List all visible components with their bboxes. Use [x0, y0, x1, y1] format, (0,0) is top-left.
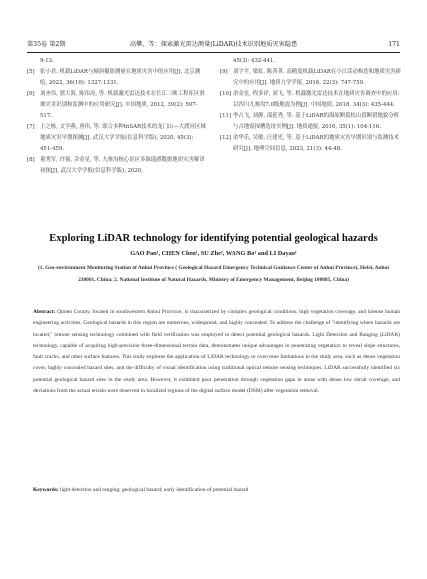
keywords-text: light detection and ranging; geological hazard; early identification of potential hazard [60, 487, 249, 493]
reference-item: 45(3): 432-441. [233, 58, 276, 64]
reference-item: [11] 李占飞, 刘静, 邵延秀, 等. 基于LiDAR的海原断裂松山段断错地貌分析与古地震探槽选址实例[J]. 地质通报, 2016, 35(1): 104-116. [220, 113, 400, 130]
running-title: 高攀，等：探索激光雷达测量(LiDAR)技术识别地质灾害隐患 [129, 41, 298, 48]
references-right-column [220, 56, 402, 155]
keywords-label: Keywords: [33, 487, 59, 493]
abstract-text: Qimen County, located in southwestern Anhui Province, is characterized by complex geological conditions, high vegetation coverage, and intense human engineering activities. Geological hazards in this region are numerous, widespread, and highly concealed. To address the challenge of "identifying where hazards are located," remote sensing technology combined with field verification was employed to detect potential geological hazards. Light Detection and Ranging (LiDAR) technology, capable of acquiring high-precision three-dimensional terrain data, demonstrates unique advantages in penetrating vegetation to reveal slope structures, fault cracks, and other surface features. This study explores the application of LiDAR technology to overcome limitations in the study area, such as dense vegetation cover, highly concealed hazard sites, and the difficulty of visual identification using traditional optical remote sensing techniques. LiDAR successfully identified six potential geological hazard sites in the study area. However, it exhibited poor penetration through vegetation gaps in areas with dense low shrub coverage, and deviations from the actual terrain were observed in localized regions of the digital surface model (DSM) after vegetation removal. [33, 309, 401, 395]
english-authors: GAO Pan¹, CHEN Chen¹, SU Zhe², WANG Bo¹ and LI Dayao¹ [130, 250, 297, 257]
reference-item: [5] 张小君. 机载LiDAR与倾斜摄影测量在地质灾害中的应用[J]. 北京测绘, 2022, 36(10): 1327-1331. [27, 69, 201, 86]
reference-item: [6] 刘圣伟, 郭大海, 陈伟涛, 等. 机载激光雷达技术在长江三峡工程库区滑坡灾害识别和监测中的应用研究[J]. 中国地质, 2012, 39(2): 507-517. [27, 91, 205, 119]
reference-item: [9] 刘宇平, 梁虹, 陈菁菁. 高精度机载LiDAR在小江活动构造和地质灾害研究中的应用[J]. 地质力学学报, 2016, 22(3): 747-759. [220, 69, 402, 86]
reference-item: [10] 余金星, 程多祥, 刘飞, 等. 机载激光雷达技术在地质灾害调查中的应用: 以四川九寨沟7.0级地震为例[J]. 中国地质, 2018, 34(3): 435-444. [220, 91, 400, 108]
references-left-column [27, 56, 207, 177]
english-abstract [33, 307, 400, 397]
reference-item: [7] 王之栋, 文学燕, 唐伟, 等. 联合多种InSAR技术的龙门山—大渡河区域地质灾害早期探测[J]. 武汉大学学报(信息科学版), 2020, 45(3): 451-459. [27, 124, 206, 152]
reference-item: [12] 余华乐, 吴敏, 汪建光, 等. 基于LiDAR的地质灾害早期识别与监测技术研究[J]. 地理空间信息, 2023, 21(3): 44-48. [220, 135, 400, 152]
reference-item: [8] 董秀军, 许强, 佘金星, 等. 九寨沟核心景区多源遥感数据地质灾害解译初探[J]. 武汉大学学报(信息科学版), 2020, [27, 157, 205, 174]
english-affiliations: (1. Geo-environment Monitoring Station of Anhui Province ( Geological Hazard Emergency Technical Guidance Center of Anhui Province), Hefei, Anhui 230001, China; 2. National Institute of Natural Hazards, Ministry of Emergency Management, Beijing 100085, China) [37, 265, 390, 283]
header-rule [27, 52, 400, 53]
abstract-label: Abstract: [33, 309, 56, 315]
page-number: 171 [388, 41, 400, 48]
reference-item: 9-13. [40, 58, 54, 64]
english-keywords [33, 485, 400, 496]
running-header [27, 38, 400, 52]
english-title: Exploring LiDAR technology for identifying potential geological hazards [49, 233, 378, 244]
volume-issue: 第35卷 第2期 [27, 41, 66, 48]
